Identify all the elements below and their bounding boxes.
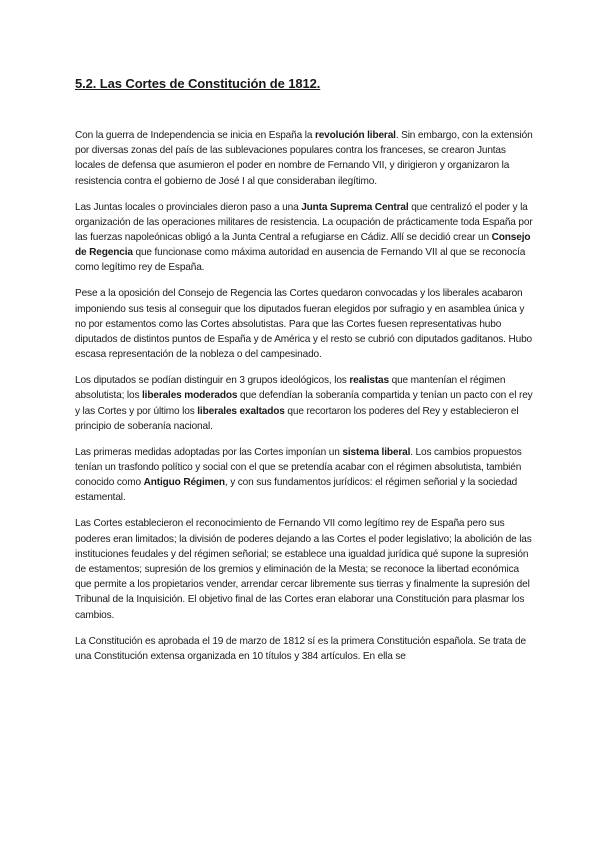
paragraph [75,200,533,276]
text-run: Pese a la oposición del Consejo de Regencia las Cortes quedaron convocadas y los liberales acabaron imponiendo sus tesis al conseguir que los diputados fueran elegidos por sufragio y en asamblea única y no por estamentos como las Cortes absolutistas. Para que las Cortes fuesen representativas hubo diputados de distintos puntos de España y de América y el resto se cubrió con diputados gaditanos. Hubo escasa representación de la nobleza o del campesinado. [75,288,533,361]
bold-term: liberales exaltados [197,405,285,417]
bold-term: liberales moderados [142,390,238,402]
section-heading: 5.2. Las Cortes de Constitución de 1812. [75,76,321,91]
paragraph [75,286,533,362]
text-run: que recortaron los poderes del Rey y establecieron el principio de soberanía nacional. [75,405,519,432]
bold-term: sistema liberal [342,446,411,458]
text-run: que funcionase como máxima autoridad en ausencia de Fernando VII al que se reconocía como legítimo rey de España. [75,247,526,274]
text-run: Las primeras medidas adoptadas por las Cortes imponían un [75,446,343,458]
paragraph [75,445,533,506]
paragraph [75,516,533,622]
text-run: . Sin embargo, con la extensión por diversas zonas del país de las sublevaciones populares contra los franceses, se crearon Juntas locales de defensa que asumieron el poder en nombre de Fernando VII, y dirigieron y organizaron la resistencia contra el gobierno de José I al que consideraban ilegítimo. [75,130,533,187]
paragraph [75,373,533,434]
bold-term: Antiguo Régimen [143,477,225,489]
bold-term: Junta Suprema Central [301,201,409,213]
text-run: La Constitución es aprobada el 19 de marzo de 1812 sí es la primera Constitución española. Se trata de una Constitución extensa organizada en 10 títulos y 384 artículos. En ella se [75,635,526,662]
text-run: Con la guerra de Independencia se inicia en España la [75,130,315,141]
text-run: Las Juntas locales o provinciales dieron paso a una [75,201,302,213]
bold-term: Consejo de Regencia [75,232,531,259]
paragraph [75,128,533,189]
paragraph [75,634,533,664]
bold-term: revolución liberal [314,130,396,141]
text-run: que centralizó el poder y la organización de las operaciones militares de resistencia. La ocupación de prácticamente toda España por las fuerzas napoleónicas obligó a la Junta Central a refugiarse en Cádiz. Allí se decidió crear un [75,201,533,244]
text-run: Las Cortes establecieron el reconocimiento de Fernando VII como legítimo rey de España pero sus poderes eran limitados; la división de poderes dejando a las Cortes el poder legislativo; la abolición de las instituciones feudales y del régimen señorial; se establece una igualdad jurídica qué supone la supresión de estamentos; supresión de los gremios y eliminación de la Mesta; se reconoce la libertad económica que permite a los propietarios vender, arrendar cercar libremente sus tierras y finalmente la supresión del Tribunal de la Inquisición. El objetivo final de las Cortes eran elaborar una Constitución para plasmar los cambios. [75,518,532,621]
bold-term: realistas [349,375,389,387]
text-run: , y con sus fundamentos jurídicos: el régimen señorial y la sociedad estamental. [75,477,518,504]
document-body [75,128,533,675]
text-run: que defendían la soberanía compartida y tenían un pacto con el rey y las Cortes y por último los [75,390,533,417]
text-run: . Los cambios propuestos tenían un trasfondo político y social con el que se pretendía acabar con el régimen absolutista, también conocido como [75,446,522,489]
text-run: Los diputados se podían distinguir en 3 grupos ideológicos, los [75,375,350,387]
text-run: que mantenían el régimen absolutista; los [75,375,506,402]
